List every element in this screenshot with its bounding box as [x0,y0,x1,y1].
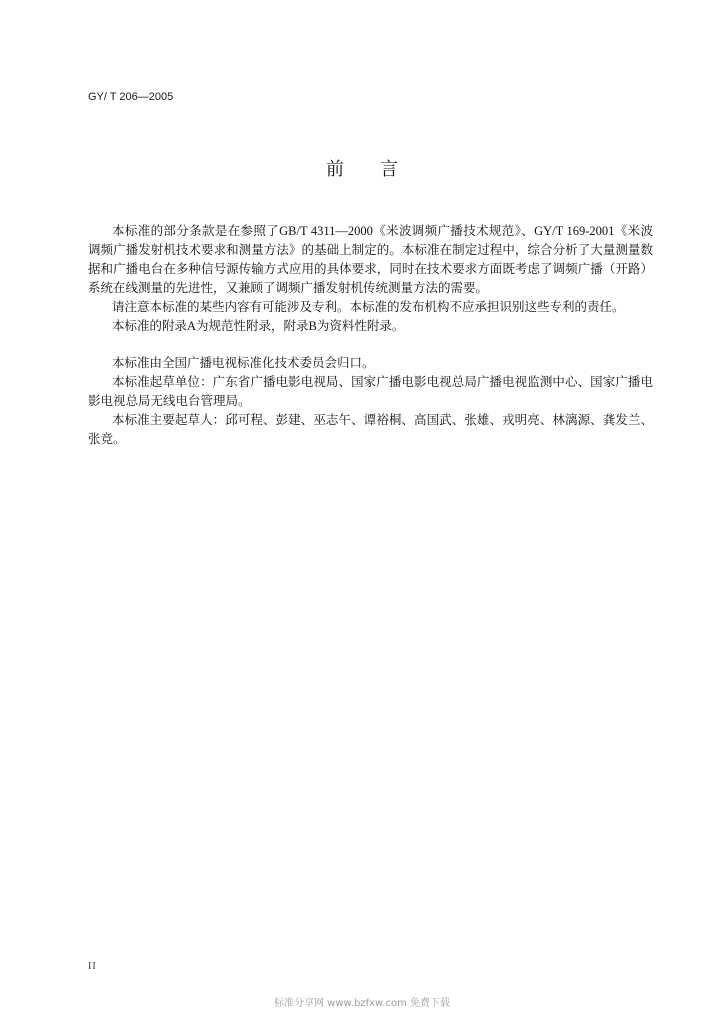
paragraph [88,298,653,317]
paragraph-line: 本标准的附录A为规范性附录，附录B为资料性附录。 [112,319,405,333]
paragraph-line: 本标准主要起草人：邱可程、彭建、巫志午、谭裕桐、高国武、张雄、戎明亮、林漓源、龚发兰、 [112,413,653,427]
paragraph-line: 系统在线测量的先进性，又兼顾了调频广播发射机传统测量方法的需要。 [88,281,489,295]
paragraph [88,354,653,373]
paragraph-line: 本标准起草单位：广东省广播电影电视局、国家广播电影电视总局广播电视监测中心、国家广播电 [112,375,653,389]
watermark-text: 标准分享网 www.bzfxw.com 免费下载 [274,998,450,1009]
paragraph-line: 调频广播发射机技术要求和测量方法》的基础上制定的。本标准在制定过程中，综合分析了大量测量数 [88,243,653,257]
paragraph [88,222,653,298]
paragraph [88,411,653,449]
page-title: 前 言 [326,159,398,180]
paragraph [88,317,653,336]
standard-code: GY/ T 206—2005 [88,91,174,103]
page-number: II [88,961,97,972]
paragraph-spacer [88,336,653,354]
paragraph-line: 据和广播电台在多种信号源传输方式应用的具体要求，同时在技术要求方面既考虑了调频广播（开路） [88,262,653,276]
paragraph-line: 请注意本标准的某些内容有可能涉及专利。本标准的发布机构不应承担识别这些专利的责任。 [112,300,625,314]
foreword-body [88,222,653,449]
paragraph [88,373,653,411]
paragraph-line: 张竞。 [88,432,126,446]
paragraph-line: 本标准由全国广播电视标准化技术委员会归口。 [112,356,375,370]
paragraph-line: 影电视总局无线电台管理局。 [88,394,251,408]
paragraph-line: 本标准的部分条款是在参照了GB/T 4311—2000《米波调频广播技术规范》、GY/T 169-2001《米波 [112,224,653,238]
